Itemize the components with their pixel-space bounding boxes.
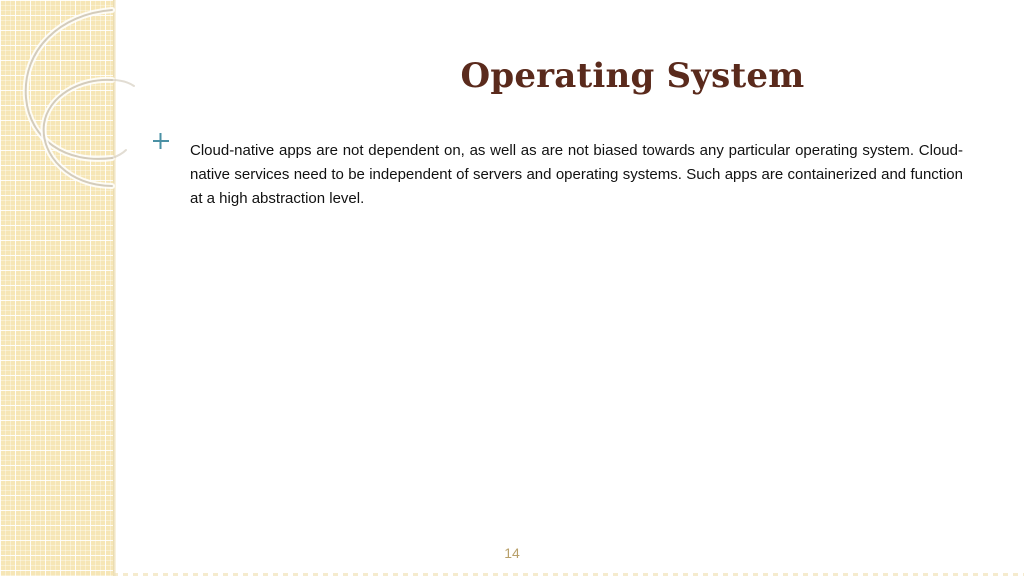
- slide-title: Operating System: [460, 56, 805, 96]
- page-number: 14: [504, 545, 520, 561]
- bullet-text: Cloud-native apps are not dependent on, as well as are not biased towards any particular operating system. Cloud-native services need to be independent of servers and operating systems. Such apps are containerized and function at a high abstraction level.: [190, 142, 963, 207]
- decorative-swirl: [0, 0, 180, 220]
- plus-icon: [150, 130, 172, 152]
